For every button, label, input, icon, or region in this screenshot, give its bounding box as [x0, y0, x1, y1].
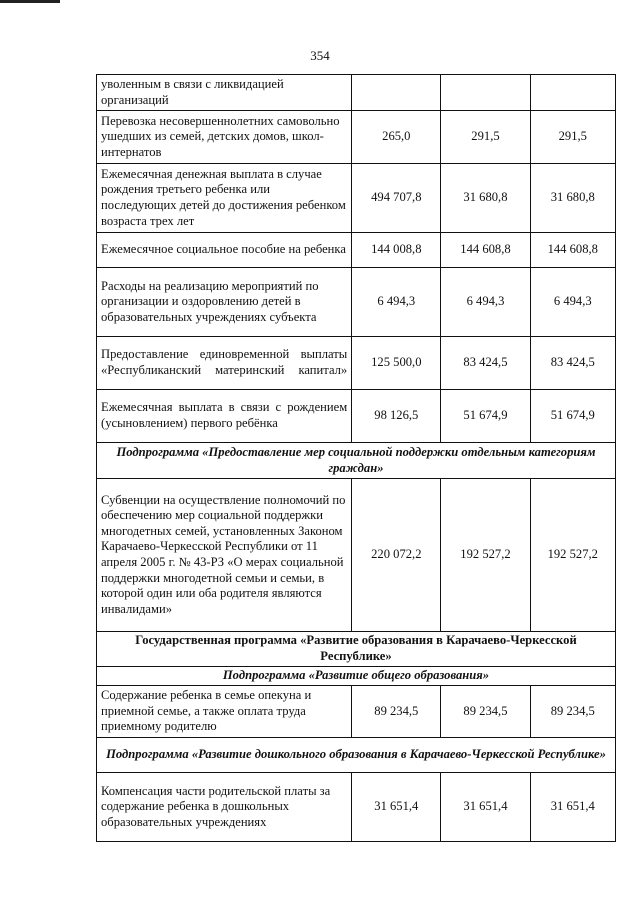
- subprogram-title: Подпрограмма «Развитие общего образования»: [97, 667, 616, 686]
- value-col-2: 83 424,5: [441, 337, 530, 390]
- value-col-2: 89 234,5: [441, 686, 530, 738]
- value-col-2: 291,5: [441, 111, 530, 164]
- row-description: Ежемесячная выплата в связи с рождением (усыновлением) первого ребёнка: [97, 390, 352, 443]
- value-col-1: [352, 75, 441, 111]
- row-description: Содержание ребенка в семье опекуна и приемной семье, а также оплата труда приемному родителю: [97, 686, 352, 738]
- program-header-row: [97, 632, 616, 667]
- subprogram-title: Подпрограмма «Предоставление мер социальной поддержки отдельным категориям граждан»: [97, 443, 616, 479]
- value-col-1: 494 707,8: [352, 164, 441, 233]
- subprogram-title: Подпрограмма «Развитие дошкольного образования в Карачаево-Черкесской Республике»: [97, 738, 616, 773]
- program-title: Государственная программа «Развитие образования в Карачаево-Черкесской Республике»: [97, 632, 616, 667]
- row-description: Компенсация части родительской платы за содержание ребенка в дошкольных образовательных учреждениях: [97, 773, 352, 842]
- value-col-2: 6 494,3: [441, 268, 530, 337]
- table-row: [97, 75, 616, 111]
- value-col-1: 265,0: [352, 111, 441, 164]
- value-col-2: 31 680,8: [441, 164, 530, 233]
- row-description: уволенным в связи с ликвидацией организаций: [97, 75, 352, 111]
- table-row: [97, 773, 616, 842]
- subprogram-header-row: [97, 667, 616, 686]
- table-row: [97, 111, 616, 164]
- value-col-1: 89 234,5: [352, 686, 441, 738]
- value-col-3: 291,5: [530, 111, 615, 164]
- row-description: Предоставление единовременной выплаты «Республиканский материнский капитал»: [97, 337, 352, 390]
- value-col-2: 51 674,9: [441, 390, 530, 443]
- table-row: [97, 686, 616, 738]
- table-row: [97, 337, 616, 390]
- value-col-2: 31 651,4: [441, 773, 530, 842]
- value-col-3: 31 680,8: [530, 164, 615, 233]
- value-col-3: 31 651,4: [530, 773, 615, 842]
- row-description: Ежемесячная денежная выплата в случае рождения третьего ребенка или последующих детей до достижения ребенком возраста трех лет: [97, 164, 352, 233]
- table-row: [97, 479, 616, 632]
- value-col-1: 6 494,3: [352, 268, 441, 337]
- value-col-3: 89 234,5: [530, 686, 615, 738]
- row-description: Расходы на реализацию мероприятий по организации и оздоровлению детей в образовательных учреждениях субъекта: [97, 268, 352, 337]
- value-col-3: 51 674,9: [530, 390, 615, 443]
- subprogram-header-row: [97, 738, 616, 773]
- table-row: [97, 233, 616, 268]
- value-col-2: 192 527,2: [441, 479, 530, 632]
- row-description: Субвенции на осуществление полномочий по обеспечению мер социальной поддержки многодетных семей, установленных Законом Карачаево-Черкесской Республики от 11 апреля 2005 г. № 43-РЗ «О мерах социальной поддержки многодетной семьи и семьи, в которой один или оба родителя являются инвалидами»: [97, 479, 352, 632]
- page-number: 354: [310, 48, 330, 63]
- row-description: Ежемесячное социальное пособие на ребенка: [97, 233, 352, 268]
- value-col-1: 98 126,5: [352, 390, 441, 443]
- table-row: [97, 268, 616, 337]
- value-col-1: 125 500,0: [352, 337, 441, 390]
- corner-mark: [0, 0, 60, 3]
- value-col-3: 192 527,2: [530, 479, 615, 632]
- value-col-3: 144 608,8: [530, 233, 615, 268]
- table-row: [97, 390, 616, 443]
- row-description: Перевозка несовершеннолетних самовольно ушедших из семей, детских домов, школ-интернатов: [97, 111, 352, 164]
- value-col-3: 6 494,3: [530, 268, 615, 337]
- subprogram-header-row: [97, 443, 616, 479]
- value-col-1: 31 651,4: [352, 773, 441, 842]
- value-col-3: [530, 75, 615, 111]
- value-col-1: 220 072,2: [352, 479, 441, 632]
- value-col-2: 144 608,8: [441, 233, 530, 268]
- value-col-1: 144 008,8: [352, 233, 441, 268]
- value-col-2: [441, 75, 530, 111]
- value-col-3: 83 424,5: [530, 337, 615, 390]
- budget-table: [96, 74, 616, 842]
- table-row: [97, 164, 616, 233]
